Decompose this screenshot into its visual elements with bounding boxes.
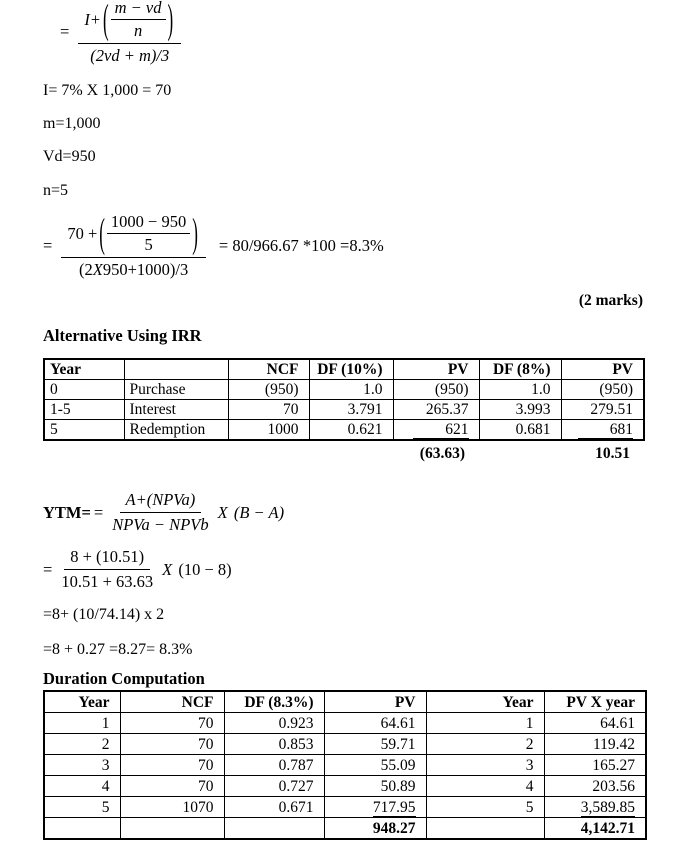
- table-cell: 3: [426, 755, 544, 776]
- denominator: 10.51 + 63.63: [61, 572, 154, 591]
- table-header-row: [44, 691, 646, 713]
- table-cell: 3: [44, 755, 120, 776]
- times-x: X: [217, 502, 228, 522]
- times-x: X: [162, 559, 173, 579]
- table-row: [44, 734, 646, 755]
- table-cell: 0.727: [224, 776, 324, 797]
- table-row: [44, 755, 646, 776]
- close-paren: ): [167, 0, 174, 42]
- fraction: [78, 0, 181, 66]
- table-cell: [324, 797, 426, 818]
- column-header: Year: [44, 359, 124, 380]
- inner-denominator: n: [133, 21, 143, 40]
- underlined-total-value: 717.95: [372, 798, 416, 816]
- table-cell: [44, 818, 120, 840]
- duration-section-heading: Duration Computation: [43, 669, 205, 688]
- times-x: X: [92, 260, 103, 279]
- table-cell: 165.27: [544, 755, 646, 776]
- table-row: [44, 797, 646, 818]
- column-header: Year: [426, 691, 544, 713]
- denominator: NPVa − NPVb: [112, 515, 209, 534]
- table-row: [44, 776, 646, 797]
- denominator: [79, 258, 188, 280]
- ytm-label: YTM=: [43, 502, 91, 522]
- inner-fraction: [111, 0, 166, 41]
- given-n-line: n=5: [43, 182, 69, 199]
- formula-ytm-interpolation-numeric: [43, 547, 232, 592]
- formula-result: = 80/966.67 *100 =8.3%: [218, 236, 384, 255]
- table-cell: 55.09: [324, 755, 426, 776]
- denominator-rest: 950+1000)/3: [102, 260, 189, 279]
- underlined-total-value: 681: [578, 421, 633, 439]
- column-header: PV: [324, 691, 426, 713]
- table-cell: 0.671: [224, 797, 324, 818]
- npv-at-8-percent: 10.51: [595, 445, 630, 462]
- table-cell: 1: [426, 713, 544, 734]
- irr-npv-totals: [43, 445, 643, 465]
- numerator-prefix: I+: [84, 9, 101, 29]
- column-header: NCF: [228, 359, 309, 380]
- table-cell: 4: [426, 776, 544, 797]
- table-cell: 64.61: [324, 713, 426, 734]
- table-row: [44, 818, 646, 840]
- table-cell: 203.56: [544, 776, 646, 797]
- table-cell: 1000: [228, 420, 309, 441]
- table-cell: 5: [44, 420, 124, 441]
- table-cell: 4,142.71: [544, 818, 646, 840]
- table-cell: [544, 797, 646, 818]
- table-cell: (950): [561, 380, 644, 400]
- table-cell: 2: [44, 734, 120, 755]
- table-cell: 0.787: [224, 755, 324, 776]
- table-cell: Purchase: [124, 380, 228, 400]
- table-cell: [224, 818, 324, 840]
- table-cell: 59.71: [324, 734, 426, 755]
- table-cell: [120, 818, 224, 840]
- table-row: [44, 380, 644, 400]
- marks-note: (2 marks): [578, 292, 643, 309]
- equals-sign: =: [43, 236, 53, 255]
- column-header: PV X year: [544, 691, 646, 713]
- table-cell: 3.791: [309, 400, 393, 420]
- table-cell: [561, 420, 644, 441]
- formula-ytm-symbolic: [60, 0, 181, 66]
- table-cell: 0.923: [224, 713, 324, 734]
- close-paren: ): [192, 209, 198, 256]
- table-cell: 70: [228, 400, 309, 420]
- column-header: DF (8%): [479, 359, 561, 380]
- table-cell: 0: [44, 380, 124, 400]
- suffix-terms: (10 − 8): [178, 559, 232, 579]
- table-cell: 5: [426, 797, 544, 818]
- table-cell: 1-5: [44, 400, 124, 420]
- table-cell: 0.853: [224, 734, 324, 755]
- fraction: [61, 547, 153, 592]
- column-header: NCF: [120, 691, 224, 713]
- suffix: [218, 503, 284, 523]
- equals-sign: =: [43, 559, 53, 579]
- table-cell: 3.993: [479, 400, 561, 420]
- denominator: (2vd + m)/3: [90, 46, 170, 65]
- column-header: PV: [393, 359, 479, 380]
- table-cell: (950): [228, 380, 309, 400]
- open-paren: (: [102, 0, 109, 42]
- table-cell: Interest: [124, 400, 228, 420]
- table-row: [44, 713, 646, 734]
- column-header: Year: [44, 691, 120, 713]
- column-header: DF (10%): [309, 359, 393, 380]
- table-cell: 948.27: [324, 818, 426, 840]
- underlined-total-value: 621: [413, 421, 468, 439]
- duration-table: [43, 690, 647, 840]
- table-cell: 64.61: [544, 713, 646, 734]
- table-cell: [426, 818, 544, 840]
- numerator: 8 + (10.51): [64, 547, 150, 570]
- given-vd-line: Vd=950: [43, 148, 96, 165]
- table-cell: 119.42: [544, 734, 646, 755]
- table-cell: 1: [44, 713, 120, 734]
- formula-ytm-numeric: [43, 209, 384, 280]
- open-paren: (: [99, 209, 105, 256]
- ytm-step-line: =8+ (10/74.14) x 2: [43, 606, 165, 623]
- equals-sign: =: [60, 22, 70, 41]
- numerator-prefix: 70 +: [67, 223, 98, 243]
- fraction: [61, 209, 206, 280]
- table-header-row: [44, 359, 644, 380]
- npv-at-10-percent: (63.63): [419, 445, 465, 462]
- table-cell: 4: [44, 776, 120, 797]
- column-header: PV: [561, 359, 644, 380]
- table-row: [44, 420, 644, 441]
- table-cell: 5: [44, 797, 120, 818]
- inner-numerator: m − vd: [111, 0, 166, 20]
- table-cell: (950): [393, 380, 479, 400]
- table-cell: 70: [120, 713, 224, 734]
- irr-table: [43, 358, 645, 441]
- underlined-total-value: 3,589.85: [580, 798, 635, 816]
- irr-section-heading: Alternative Using IRR: [43, 326, 202, 345]
- numerator: A+(NPVa): [120, 490, 202, 513]
- column-header: DF (8.3%): [224, 691, 324, 713]
- table-row: [44, 400, 644, 420]
- inner-fraction: [107, 212, 190, 255]
- inner-numerator: 1000 − 950: [107, 212, 190, 234]
- table-cell: 265.37: [393, 400, 479, 420]
- column-header: [124, 359, 228, 380]
- suffix-terms: (B − A): [233, 502, 285, 522]
- equals-sign: =: [93, 502, 104, 522]
- table-cell: 70: [120, 755, 224, 776]
- inner-denominator: 5: [144, 235, 153, 254]
- table-cell: Redemption: [124, 420, 228, 441]
- table-cell: 0.681: [479, 420, 561, 441]
- table-cell: [393, 420, 479, 441]
- fraction: [112, 490, 208, 535]
- table-cell: 1.0: [309, 380, 393, 400]
- table-cell: 70: [120, 776, 224, 797]
- ytm-result-line: =8 + 0.27 =8.27= 8.3%: [43, 641, 193, 658]
- formula-ytm-interpolation: [43, 490, 284, 535]
- given-interest-line: I= 7% X 1,000 = 70: [43, 82, 172, 99]
- table-cell: 1070: [120, 797, 224, 818]
- table-cell: 279.51: [561, 400, 644, 420]
- given-m-line: m=1,000: [43, 115, 101, 132]
- table-cell: 50.89: [324, 776, 426, 797]
- table-cell: 2: [426, 734, 544, 755]
- table-cell: 70: [120, 734, 224, 755]
- suffix: [162, 560, 232, 580]
- table-cell: 1.0: [479, 380, 561, 400]
- denominator-open: (2: [78, 260, 93, 279]
- table-cell: 0.621: [309, 420, 393, 441]
